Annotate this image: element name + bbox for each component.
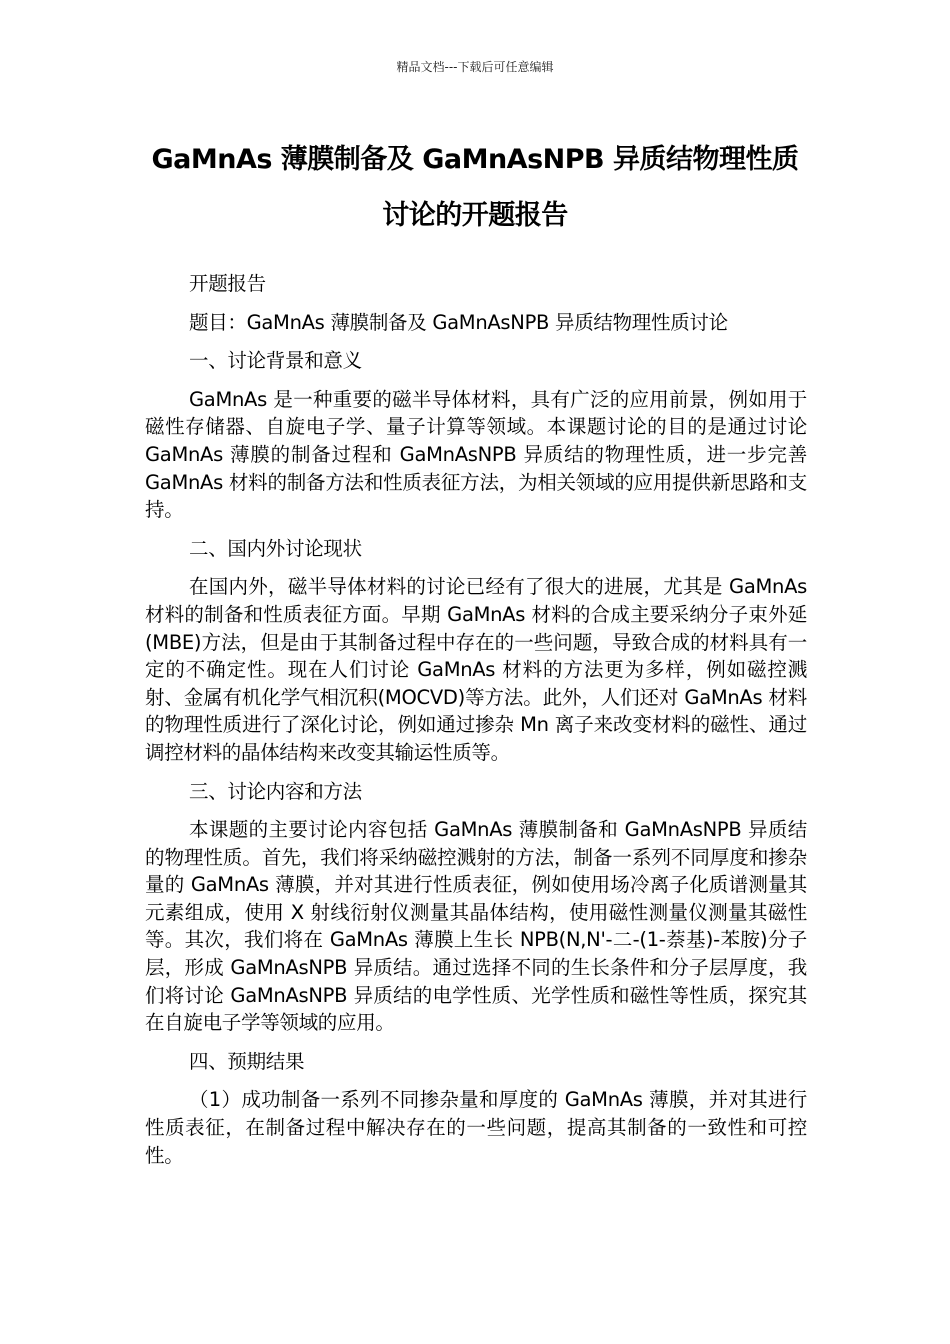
document-title-line-1: GaMnAs 薄膜制备及 GaMnAsNPB 异质结物理性质 bbox=[151, 144, 799, 175]
subject-line: 题目：GaMnAs 薄膜制备及 GaMnAsNPB 异质结物理性质讨论 bbox=[189, 310, 728, 334]
document-body bbox=[145, 270, 807, 1180]
section-text-content-methods: 本课题的主要讨论内容包括 GaMnAs 薄膜制备和 GaMnAsNPB 异质结的物理性质。首先，我们将采纳磁控溅射的方法，制备一系列不同厚度和掺杂量的 GaMnAs 薄膜，并对其进行性质表征，例如使用场冷离子化质谱测量其元素组成，使用 X 射线衍射仪测量其晶体结构，使用磁性测量仪测量其磁性等。其次，我们将在 GaMnAs 薄膜上生长 NPB(N,N'-二-(1-萘基)-苯胺)分子层，形成 GaMnAsNPB 异质结。通过选择不同的生长条件和分子层厚度，我们将讨论 GaMnAsNPB 异质结的电学性质、光学性质和磁性等性质，探究其在自旋电子学等领域的应用。 bbox=[145, 818, 807, 1035]
section-text-expected-results: （1）成功制备一系列不同掺杂量和厚度的 GaMnAs 薄膜，并对其进行性质表征，在制备过程中解决存在的一些问题，提高其制备的一致性和可控性。 bbox=[145, 1088, 807, 1167]
section-heading-background: 一、讨论背景和意义 bbox=[189, 349, 362, 373]
report-label: 开题报告 bbox=[189, 272, 266, 295]
section-text-status: 在国内外，磁半导体材料的讨论已经有了很大的进展，尤其是 GaMnAs 材料的制备和性质表征方面。早期 GaMnAs 材料的合成主要采纳分子束外延(MBE)方法，但是由于其制备过程中存在的一些问题，导致合成的材料具有一定的不确定性。现在人们讨论 GaMnAs 材料的方法更为多样，例如磁控溅射、金属有机化学气相沉积(MOCVD)等方法。此外，人们还对 GaMnAs 材料的物理性质进行了深化讨论，例如通过掺杂 Mn 离子来改变材料的磁性、通过调控材料的晶体结构来改变其输运性质等。 bbox=[145, 575, 807, 764]
header-note: 精品文档---下载后可任意编辑 bbox=[396, 60, 554, 74]
section-heading-content-methods: 三、讨论内容和方法 bbox=[189, 779, 362, 803]
section-heading-expected-results: 四、预期结果 bbox=[189, 1049, 305, 1073]
document-title-line-2: 讨论的开题报告 bbox=[382, 200, 568, 231]
section-heading-status: 二、国内外讨论现状 bbox=[189, 536, 362, 560]
section-text-background: GaMnAs 是一种重要的磁半导体材料，具有广泛的应用前景，例如用于磁性存储器、自旋电子学、量子计算等领域。本课题讨论的目的是通过讨论 GaMnAs 薄膜的制备过程和 GaMnAsNPB 异质结的物理性质，进一步完善 GaMnAs 材料的制备方法和性质表征方法，为相关领域的应用提供新思路和支持。 bbox=[145, 387, 807, 522]
